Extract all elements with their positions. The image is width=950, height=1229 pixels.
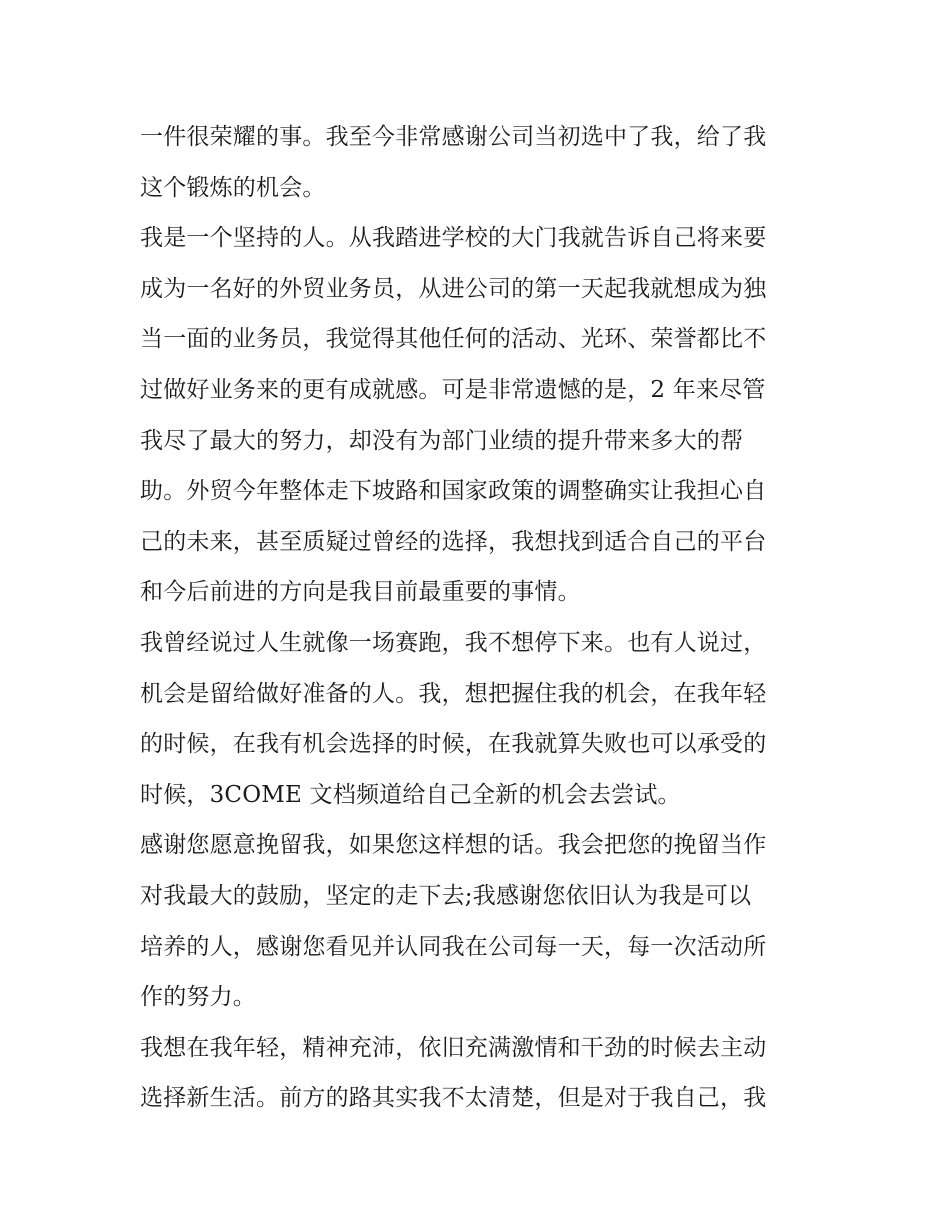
text-line: 助。外贸今年整体走下坡路和国家政策的调整确实让我担心自	[140, 478, 767, 505]
text-line: 这个锻炼的机会。	[140, 174, 326, 201]
text-line: 对我最大的鼓励，坚定的走下去;我感谢您依旧认为我是可以	[140, 882, 752, 909]
text-line: 作的努力。	[140, 984, 256, 1011]
text-line: 我想在我年轻，精神充沛，依旧充满激情和干劲的时候去主动	[140, 1034, 767, 1061]
text-line: 我是一个坚持的人。从我踏进学校的大门我就告诉自己将来要	[140, 225, 767, 252]
text-line: 过做好业务来的更有成就感。可是非常遗憾的是，2 年来尽管	[140, 376, 766, 403]
text-line: 己的未来，甚至质疑过曾经的选择，我想找到适合自己的平台	[140, 528, 767, 555]
text-line: 培养的人，感谢您看见并认同我在公司每一天，每一次活动所	[140, 933, 767, 960]
text-line: 时候，3COME 文档频道给自己全新的机会去尝试。	[140, 781, 681, 808]
text-line: 当一面的业务员，我觉得其他任何的活动、光环、荣誉都比不	[140, 326, 767, 353]
text-line: 和今后前进的方向是我目前最重要的事情。	[140, 579, 581, 606]
text-line: 我曾经说过人生就像一场赛跑，我不想停下来。也有人说过，	[140, 629, 767, 656]
text-line: 的时候，在我有机会选择的时候，在我就算失败也可以承受的	[140, 731, 767, 758]
text-line: 感谢您愿意挽留我，如果您这样想的话。我会把您的挽留当作	[140, 832, 767, 859]
text-line: 我尽了最大的努力，却没有为部门业绩的提升带来多大的帮	[140, 427, 744, 454]
text-line: 一件很荣耀的事。我至今非常感谢公司当初选中了我，给了我	[140, 124, 767, 150]
text-line: 选择新生活。前方的路其实我不太清楚，但是对于我自己，我	[140, 1085, 767, 1112]
document-body	[140, 112, 820, 1124]
text-line: 机会是留给做好准备的人。我，想把握住我的机会，在我年轻	[140, 680, 767, 707]
text-line: 成为一名好的外贸业务员，从进公司的第一天起我就想成为独	[140, 275, 767, 302]
